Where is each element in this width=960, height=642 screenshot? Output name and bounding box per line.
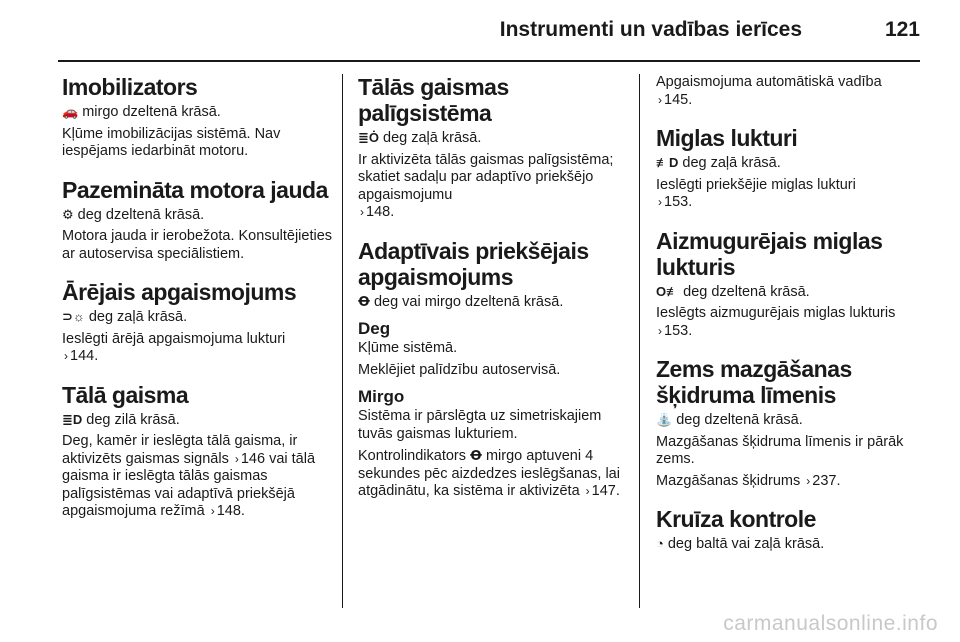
page-ref[interactable]: 237. [812,472,841,489]
column-divider [639,74,640,608]
page-ref[interactable]: 146 vai [240,450,288,467]
section-status: ⊃☼ deg zaļā krāsā. [62,309,188,325]
page-ref-icon: › [585,484,590,498]
exterior-light-icon: ⊃☼ [62,309,85,324]
section-text: Kontrolindikators Ꝋ mirgo aptuveni 4 sekundes pēc aizdedzes ieslēgšanas, lai atgādinātu, ka sistēma ir aktivizēta › 147. [358,448,620,499]
page-ref-icon: › [234,451,239,466]
section-title-immobilizer: Imobilizators [62,74,198,100]
section-title-washer-fluid: Zems mazgāšanas šķidruma līmenis [656,356,852,408]
page-ref-icon: › [360,205,364,219]
section-text: Kļūme imobilizācijas sistēmā. Nav iespējams iedarbināt motoru. [62,125,281,159]
subsection-title-flashing: Mirgo [358,387,405,406]
rear-fog-light-icon: O≢ [656,283,680,299]
section-text: Motora jauda ir ierobežota. Konsultējieties ar autoservisa speciālistiem. [62,228,333,262]
section-title-reduced-power: Pazemināta motora jauda [62,176,328,203]
high-beam-assist-icon: ≣Ȯ [358,130,380,145]
page-ref[interactable]: 148. [216,503,245,519]
fog-light-icon: ≢D [656,155,679,170]
page-ref-icon: › [64,349,68,363]
section-text: Deg, kamēr ir ieslēgta tālā gaisma, ir aktivizēts gaismas signāls › 146 vai tālā gaisma ir ieslēgta tālās gaismas palīgsistēmas vai adaptīvā priekšējā apgaismojuma režīmā › 148. [62,433,316,519]
page-ref-icon: › [658,195,662,209]
section-title-high-beam-assist: Tālās gaismas palīgsistēma [358,74,509,126]
cruise-control-icon: ◔ [656,536,664,551]
page-ref[interactable]: 147. [591,483,620,499]
section-text: Sistēma ir pārslēgta uz simetriskajiem tuvās gaismas lukturiem. [358,408,602,442]
section-title-exterior-light: Ārējais apgaismojums [62,279,297,305]
page-header [58,0,920,62]
page-ref-icon: › [658,323,662,338]
section-title-rear-fog-light: Aizmugurējais miglas lukturis [656,227,883,280]
page-ref-icon: › [210,504,215,518]
column-1 [62,74,334,525]
page-ref[interactable]: 148. [366,204,395,220]
page-ref[interactable]: 144. [70,348,99,364]
adaptive-light-icon: Ꝋ [470,448,482,463]
section-title-fog-lights: Miglas lukturi [656,125,798,151]
section-text: Meklējiet palīdzību autoservisā. [358,361,561,378]
subsection-title-on: Deg [358,319,391,338]
page-title: Instrumenti un vadības ierīces [499,18,802,41]
section-text: Kļūme sistēmā. [358,340,458,356]
page-ref-icon: › [806,473,811,488]
section-title-cruise-control: Kruīza kontrole [656,506,816,532]
section-status: ≣Ȯ deg zaļā krāsā. [358,130,482,146]
section-text: Mazgāšanas šķidruma līmenis ir pārāk zems. [656,433,904,467]
section-text: Ieslēgts aizmugurējais miglas lukturis › 153. [656,305,896,339]
section-status: ◔ deg baltā vai zaļā krāsā. [656,536,825,552]
column-divider [342,74,343,608]
column-2 [358,74,630,505]
page-ref-icon: › [658,92,662,107]
page-ref[interactable]: 145. [664,91,693,108]
page-ref[interactable]: 153. [664,194,693,210]
section-status: ⛲ deg dzeltenā krāsā. [656,412,803,428]
section-status: 🚗 mirgo dzeltenā krāsā. [62,104,221,120]
section-title-adaptive-lighting: Adaptīvais priekšējais apgaismojums [358,237,589,290]
section-status: ⚙ deg dzeltenā krāsā. [62,206,205,223]
section-status: O≢ deg dzeltenā krāsā. [656,283,810,300]
section-text: Mazgāšanas šķidrums › 237. [656,472,841,489]
section-status: Ꝋ deg vai mirgo dzeltenā krāsā. [358,293,564,310]
section-status: ≢D deg zaļā krāsā. [656,155,781,171]
section-title-high-beam: Tālā gaisma [62,381,189,408]
section-text: Ieslēgti ārējā apgaismojuma lukturi › 144. [62,330,286,364]
car-lock-icon: 🚗 [62,104,79,119]
high-beam-icon: ≣D [62,411,83,427]
watermark: carmanualsonline.info [723,612,938,635]
washer-fluid-icon: ⛲ [656,412,673,427]
page-ref[interactable]: 153. [664,322,693,339]
section-text: Ieslēgti priekšējie miglas lukturi › 153. [656,176,856,210]
section-status: ≣D deg zilā krāsā. [62,411,180,428]
page-number: 121 [884,18,920,41]
section-text: Apgaismojuma automātiskā vadība › 145. [656,74,882,108]
section-text: Ir aktivizēta tālās gaismas palīgsistēma; skatiet sadaļu par adaptīvo priekšējo apgaismojumu › 148. [358,151,614,220]
engine-power-icon: ⚙ [62,206,74,222]
column-3 [656,74,928,558]
adaptive-light-icon: Ꝋ [358,293,370,309]
